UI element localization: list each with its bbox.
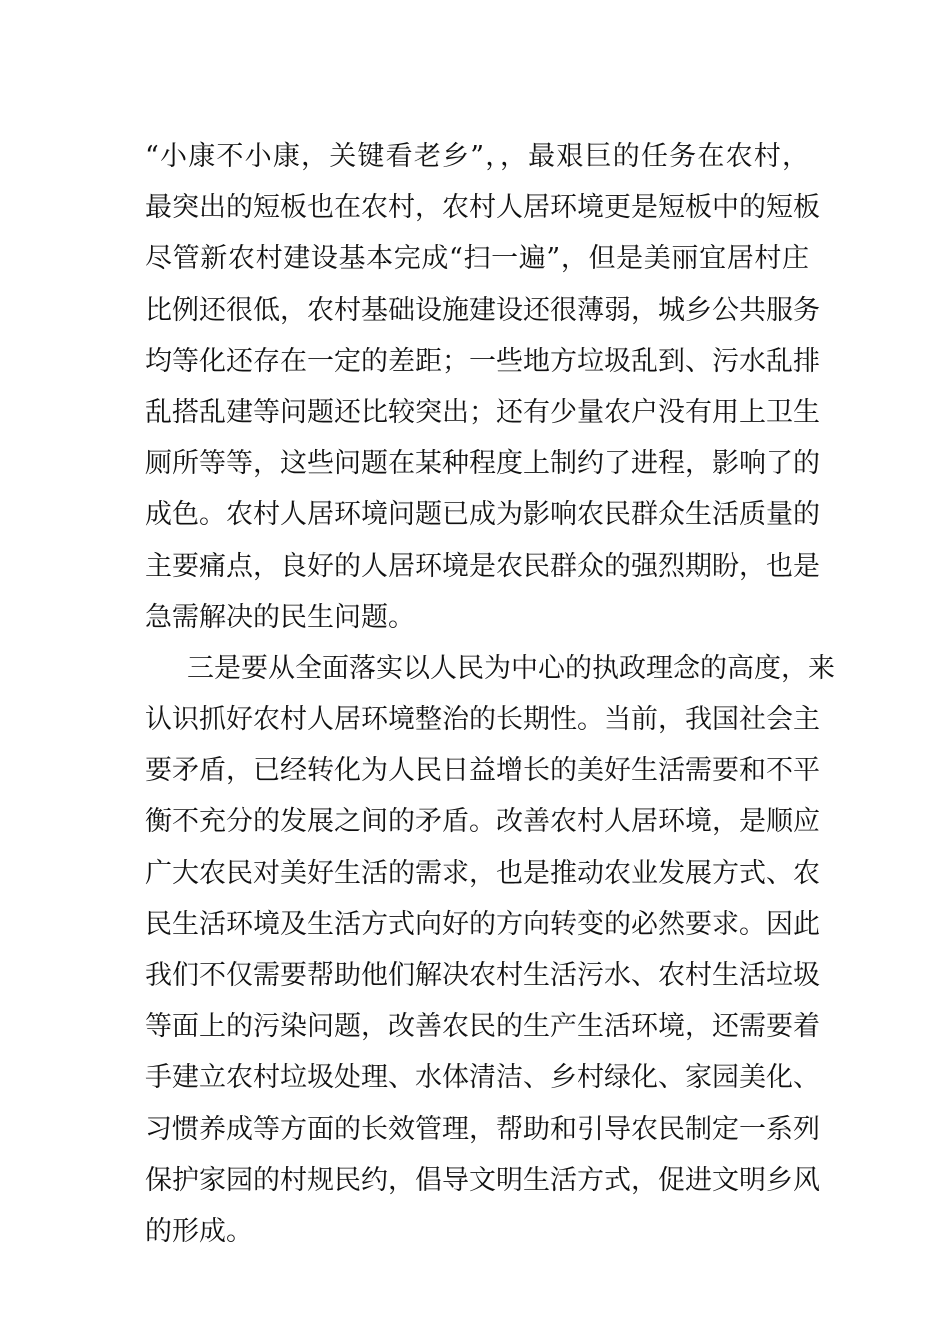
paragraph-line: 广大农民对美好生活的需求，也是推动农业发展方式、农 bbox=[145, 857, 820, 889]
paragraph-line: 等面上的污染问题，改善农民的生产生活环境，还需要着 bbox=[145, 1011, 820, 1043]
paragraph-line: 三是要从全面落实以人民为中心的执政理念的高度，来 bbox=[187, 652, 835, 684]
paragraph-line: 厕所等等，这些问题在某种程度上制约了进程，影响了的 bbox=[145, 448, 820, 480]
paragraph-1 bbox=[145, 131, 820, 643]
paragraph-line: 乱搭乱建等问题还比较突出；还有少量农户没有用上卫生 bbox=[145, 396, 820, 428]
paragraph-line: 要矛盾，已经转化为人民日益增长的美好生活需要和不平 bbox=[145, 755, 820, 787]
paragraph-line: 衡不充分的发展之间的矛盾。改善农村人居环境，是顺应 bbox=[145, 806, 820, 838]
paragraph-line: 成色。农村人居环境问题已成为影响农民群众生活质量的 bbox=[145, 499, 820, 531]
paragraph-line: 保护家园的村规民约，倡导文明生活方式，促进文明乡风 bbox=[145, 1164, 820, 1196]
paragraph-line: 急需解决的民生问题。 bbox=[145, 601, 415, 633]
paragraph-line: 民生活环境及生活方式向好的方向转变的必然要求。因此 bbox=[145, 908, 820, 940]
body-text bbox=[145, 131, 835, 1257]
paragraph-line: 均等化还存在一定的差距；一些地方垃圾乱到、污水乱排 bbox=[145, 345, 820, 377]
paragraph-line: 主要痛点，良好的人居环境是农民群众的强烈期盼，也是 bbox=[145, 550, 820, 582]
paragraph-line: 认识抓好农村人居环境整治的长期性。当前，我国社会主 bbox=[145, 704, 820, 736]
paragraph-line: 我们不仅需要帮助他们解决农村生活污水、农村生活垃圾 bbox=[145, 960, 820, 991]
paragraph-line: 的形成。 bbox=[145, 1215, 253, 1247]
paragraph-line: 最突出的短板也在农村，农村人居环境更是短板中的短板 bbox=[145, 192, 820, 224]
paragraph-line: 手建立农村垃圾处理、水体清洁、乡村绿化、家园美化、 bbox=[145, 1062, 820, 1094]
paragraph-line: 比例还很低，农村基础设施建设还很薄弱，城乡公共服务 bbox=[145, 294, 820, 326]
paragraph-line: 习惯养成等方面的长效管理，帮助和引导农民制定一系列 bbox=[145, 1113, 820, 1145]
paragraph-line: 尽管新农村建设基本完成“扫一遍”，但是美丽宜居村庄 bbox=[145, 243, 809, 275]
paragraph-line: “小康不小康，关键看老乡”，，最艰巨的任务在农村， bbox=[145, 141, 809, 172]
paragraph-2 bbox=[145, 643, 835, 1257]
